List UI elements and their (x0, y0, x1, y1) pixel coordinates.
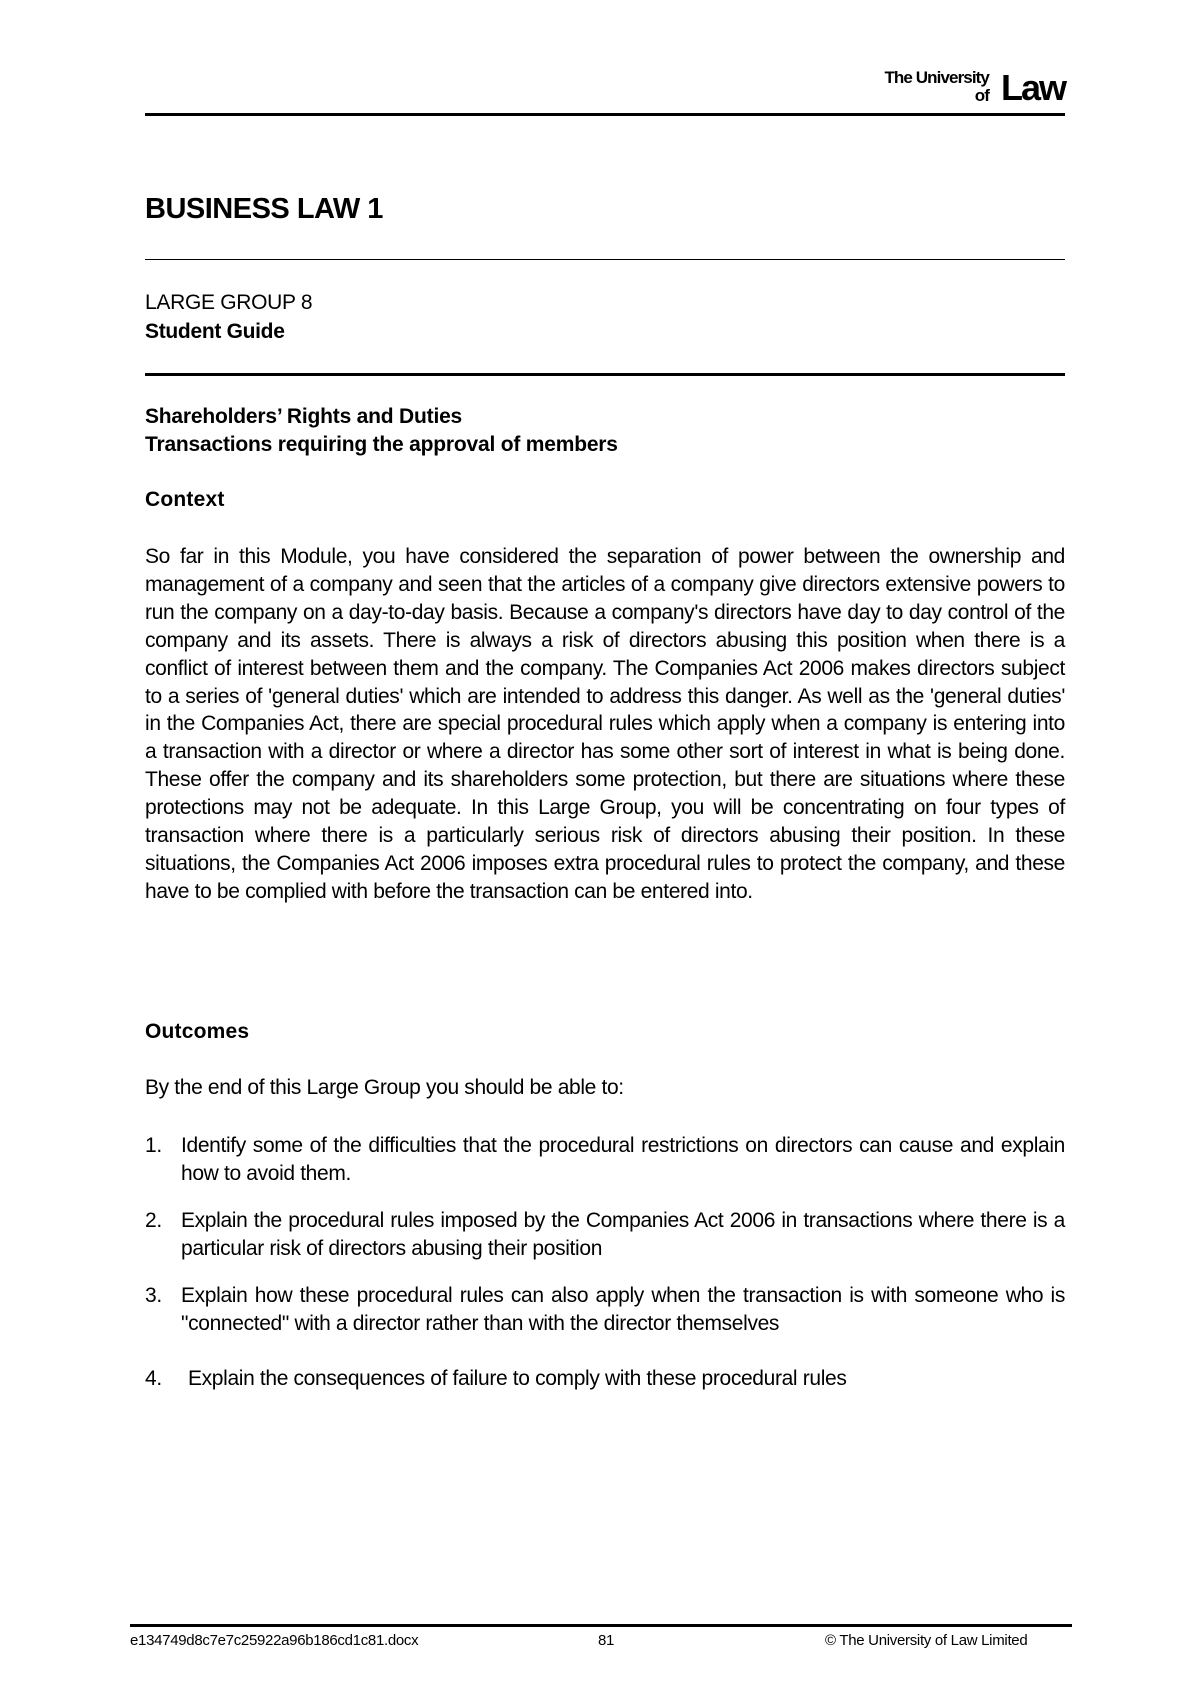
university-logo (855, 66, 1065, 108)
list-item-text: Explain how these procedural rules can also apply when the transaction is with someone who is "connected" with a director rather than with the director themselves (181, 1283, 1065, 1335)
logo-line-1: The University (884, 68, 989, 87)
document-title: BUSINESS LAW 1 (145, 193, 383, 225)
list-item-number: 4. (145, 1367, 162, 1391)
list-item-text: Explain the procedural rules imposed by the Companies Act 2006 in transactions where there is a particular risk of directors abusing their position (181, 1208, 1065, 1260)
guide-type: Student Guide (145, 320, 285, 343)
session-label: LARGE GROUP 8 (145, 291, 313, 314)
footer-filename: e134749d8c7e7c25922a96b186cd1c81.docx (130, 1632, 419, 1649)
list-item-text: Explain the consequences of failure to comply with these procedural rules (188, 1367, 847, 1391)
outcomes-intro: By the end of this Large Group you should be able to: (145, 1076, 624, 1099)
subtopic-title: Transactions requiring the approval of members (145, 433, 618, 456)
footer-page-number: 81 (598, 1632, 615, 1649)
list-item-number: 2. (145, 1208, 162, 1232)
title-rule (145, 259, 1065, 260)
outcomes-heading: Outcomes (145, 1020, 250, 1043)
list-item-number: 3. (145, 1283, 162, 1307)
list-item (145, 1207, 1065, 1263)
logo-line-2: of (974, 86, 989, 105)
footer-rule (130, 1624, 1072, 1627)
context-paragraph: So far in this Module, you have considered the separation of power between the ownership and management of a company and seen that the articles of a company give directors extensive powers to run the company on a day-to-day basis. Because a company's directors have day to day control of the company and its assets. There is always a risk of directors abusing this position when there is a conflict of interest between them and the company. The Companies Act 2006 makes directors subject to a series of 'general duties' which are intended to address this danger. As well as the 'general duties' in the Companies Act, there are special procedural rules which apply when a company is entering into a transaction with a director or where a director has some other sort of interest in what is being done. These offer the company and its shareholders some protection, but there are situations where these protections may not be adequate. In this Large Group, you will be concentrating on four types of transaction where there is a particularly serious risk of directors abusing their position. In these situations, the Companies Act 2006 imposes extra procedural rules to protect the company, and these have to be complied with before the transaction can be entered into. (145, 545, 1065, 903)
topic-title: Shareholders’ Rights and Duties (145, 405, 463, 428)
session-info (145, 288, 312, 346)
logo-law: Law (1000, 67, 1065, 108)
context-heading: Context (145, 488, 225, 511)
list-item (145, 1282, 1065, 1338)
header-rule (145, 113, 1065, 116)
list-item (145, 1365, 1065, 1393)
outcomes-list (145, 1132, 1065, 1393)
footer-copyright: © The University of Law Limited (825, 1632, 1028, 1649)
list-item-number: 1. (145, 1134, 162, 1157)
section-rule (145, 373, 1065, 376)
topic-heading (145, 403, 618, 459)
list-item (145, 1132, 1065, 1188)
list-item-text: Identify some of the difficulties that the procedural restrictions on directors can cause and explain how to avoid them. (181, 1134, 1065, 1185)
